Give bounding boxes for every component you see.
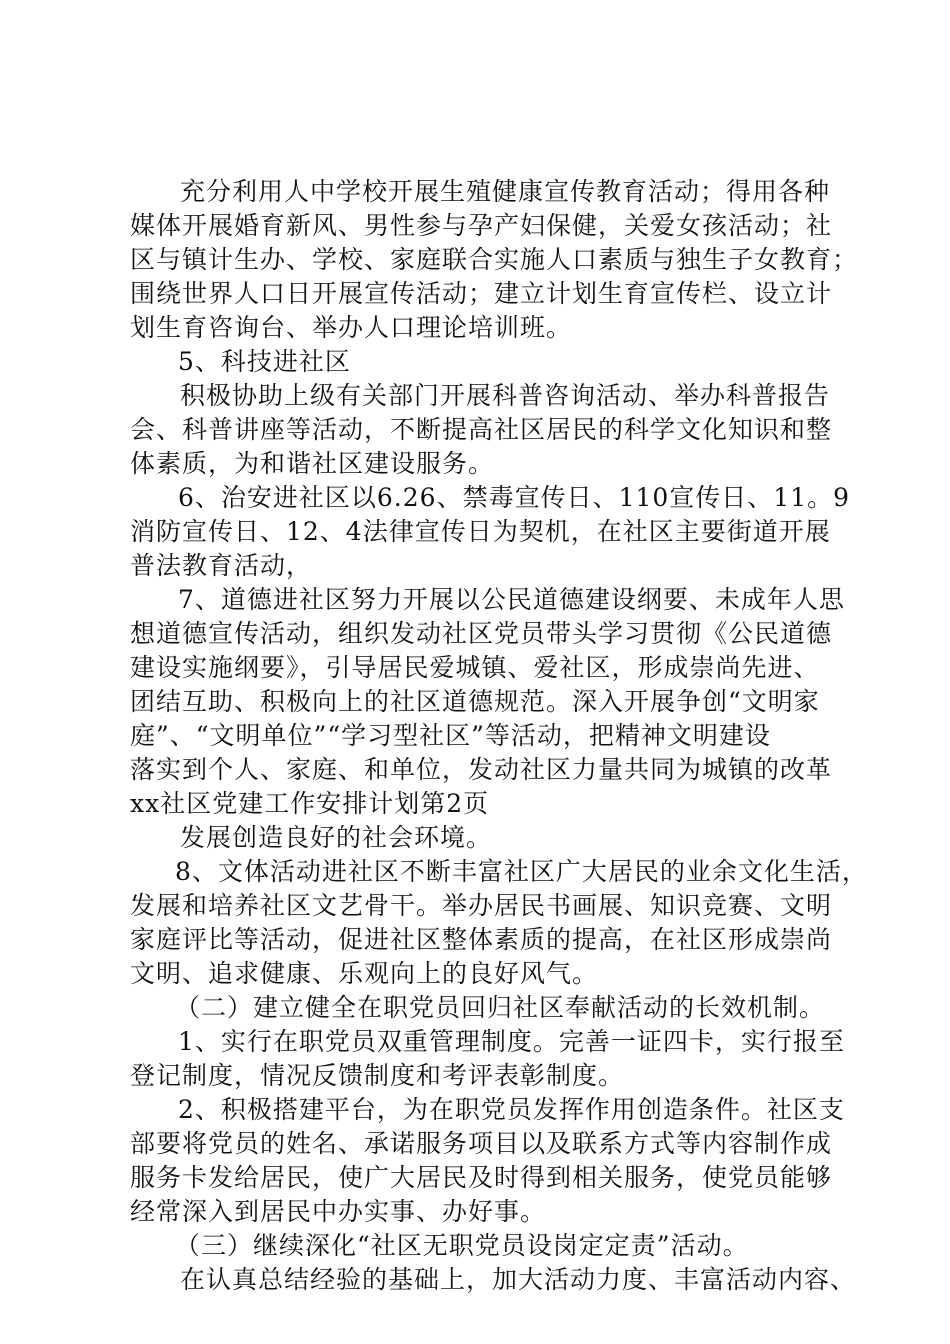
text-line: 登记制度，情况反馈制度和考评表彰制度。 <box>130 1061 625 1090</box>
text-line: 2、积极搭建平台，为在职党员发挥作用创造条件。社区支 <box>178 1095 845 1124</box>
section-heading: （三）继续深化“社区无职党员设岗定定责”活动。 <box>175 1231 749 1260</box>
text-line: 家庭评比等活动，促进社区整体素质的提高，在社区形成崇尚 <box>130 925 833 954</box>
text-line: 7、道德进社区努力开展以公民道德建设纲要、未成年人思 <box>178 585 845 614</box>
text-line: 8、文体活动进社区不断丰富社区广大居民的业余文化生活， <box>175 857 868 886</box>
text-line: 充分利用人中学校开展生殖健康宣传教育活动；得用各种 <box>180 177 831 206</box>
text-line: 在认真总结经验的基础上，加大活动力度、丰富活动内容、 <box>180 1265 857 1294</box>
text-line: 积极协助上级有关部门开展科普咨询活动、举办科普报告 <box>180 381 831 410</box>
text-line: 建设实施纲要》，引导居民爱城镇、爱社区，形成崇尚先进、 <box>130 653 820 682</box>
text-line: 1、实行在职党员双重管理制度。完善一证四卡，实行报至 <box>178 1027 845 1056</box>
text-line: 发展和培养社区文艺骨干。举办居民书画展、知识竞赛、文明 <box>130 891 833 920</box>
text-line: 经常深入到居民中办实事、办好事。 <box>130 1197 547 1226</box>
text-line: 服务卡发给居民，使广大居民及时得到相关服务，使党员能够 <box>130 1163 833 1192</box>
text-line: 部要将党员的姓名、承诺服务项目以及联系方式等内容制作成 <box>130 1129 833 1158</box>
text-line: 6、治安进社区以6.26、禁毒宣传日、110宣传日、11。9 <box>178 483 851 512</box>
text-line: 庭”、“文明单位”“学习型社区”等活动，把精神文明建设 <box>130 721 771 750</box>
text-line: 消防宣传日、12、4法律宣传日为契机，在社区主要街道开展 <box>130 517 831 546</box>
page-title-line: xx社区党建工作安排计划第2页 <box>130 789 490 818</box>
text-line: 想道德宣传活动，组织发动社区党员带头学习贯彻《公民道德 <box>130 619 833 648</box>
text-line: 普法教育活动， <box>130 551 313 580</box>
text-line: 团结互助、积极向上的社区道德规范。深入开展争创“文明家 <box>130 687 820 716</box>
section-heading: （二）建立健全在职党员回归社区奉献活动的长效机制。 <box>175 993 826 1022</box>
text-line: 会、科普讲座等活动，不断提高社区居民的科学文化知识和整 <box>130 415 833 444</box>
section-heading: 5、科技进社区 <box>178 347 351 376</box>
text-line: 落实到个人、家庭、和单位，发动社区力量共同为城镇的改革 <box>130 755 833 784</box>
text-line: 区与镇计生办、学校、家庭联合实施人口素质与独生子女教育； <box>130 245 859 274</box>
text-line: 围绕世界人口日开展宣传活动；建立计划生育宣传栏、设立计 <box>130 279 833 308</box>
text-line: 划生育咨询台、举办人口理论培训班。 <box>130 313 573 342</box>
text-line: 媒体开展婚育新风、男性参与孕产妇保健，关爱女孩活动；社 <box>130 211 833 240</box>
text-line: 文明、追求健康、乐观向上的良好风气。 <box>130 959 599 988</box>
text-line: 发展创造良好的社会环境。 <box>180 823 493 852</box>
text-line: 体素质，为和谐社区建设服务。 <box>130 449 495 478</box>
